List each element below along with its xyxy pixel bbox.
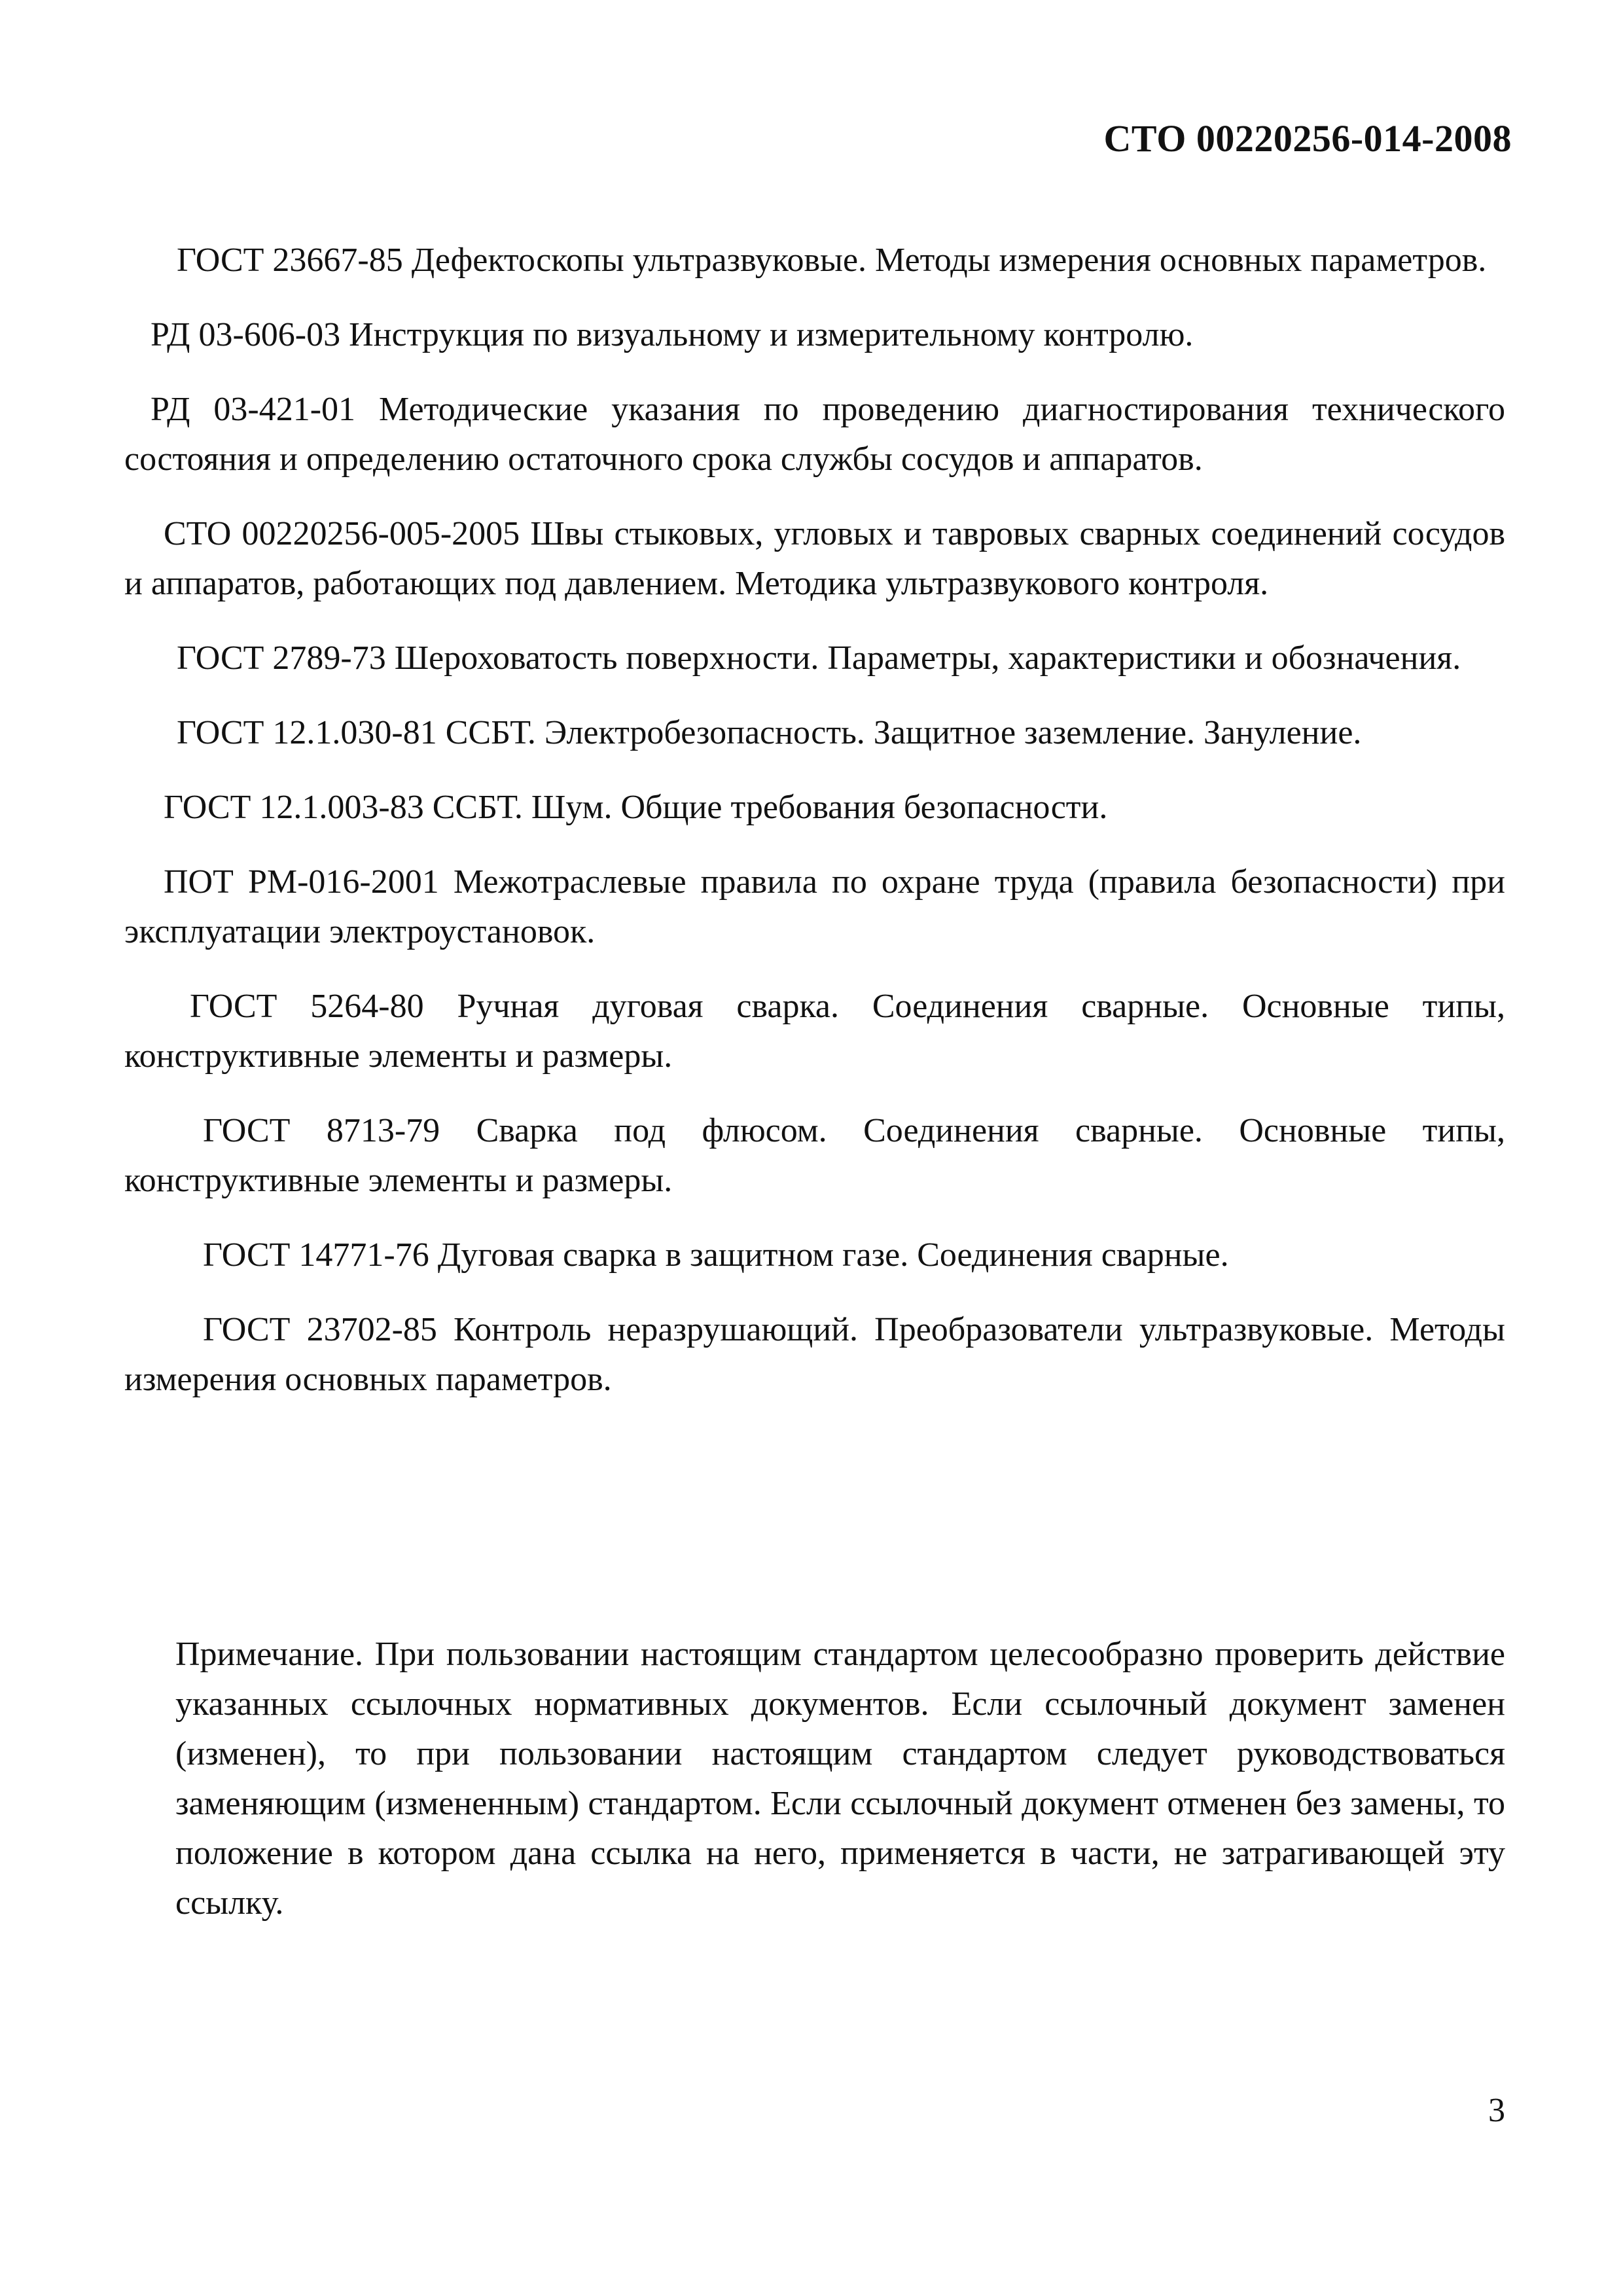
reference-item: ГОСТ 12.1.030-81 ССБТ. Электробезопасность. Защитное заземление. Зануление. — [177, 714, 1362, 751]
note-paragraph: Примечание. При пользовании настоящим стандартом целесообразно проверить действие указанных ссылочных нормативных документов. Если ссылочный документ заменен (изменен), то при пользовании настоящим стандартом следует руководствоваться заменяющим (измененным) стандартом. Если ссылочный документ отменен без замены, то положение в котором дана ссылка на него, применяется в части, не затрагивающей эту ссылку. — [175, 1636, 1505, 1922]
reference-item: РД 03-421-01 Методические указания по проведению диагностирования технического состояния и определению остаточного срока службы сосудов и аппаратов. — [124, 391, 1505, 478]
reference-item: ПОТ РМ-016-2001 Межотраслевые правила по охране труда (правила безопасности) при эксплуатации электроустановок. — [124, 863, 1505, 950]
reference-item: СТО 00220256-005-2005 Швы стыковых, угловых и тавровых сварных соединений сосудов и аппаратов, работающих под давлением. Методика ультразвукового контроля. — [124, 515, 1505, 602]
reference-item: РД 03-606-03 Инструкция по визуальному и измерительному контролю. — [151, 316, 1194, 353]
reference-item: ГОСТ 12.1.003-83 ССБТ. Шум. Общие требования безопасности. — [164, 789, 1108, 826]
reference-item: ГОСТ 8713-79 Сварка под флюсом. Соединения сварные. Основные типы, конструктивные элементы и размеры. — [124, 1112, 1505, 1199]
page-number: 3 — [1488, 2092, 1505, 2129]
reference-item: ГОСТ 2789-73 Шероховатость поверхности. Параметры, характеристики и обозначения. — [177, 639, 1461, 677]
document-code-header: СТО 00220256-014-2008 — [1103, 117, 1512, 160]
reference-item: ГОСТ 14771-76 Дуговая сварка в защитном газе. Соединения сварные. — [203, 1236, 1229, 1274]
reference-item: ГОСТ 5264-80 Ручная дуговая сварка. Соединения сварные. Основные типы, конструктивные элементы и размеры. — [124, 988, 1505, 1075]
reference-item: ГОСТ 23667-85 Дефектоскопы ультразвуковые. Методы измерения основных параметров. — [177, 242, 1487, 279]
normative-references-list — [124, 236, 1505, 1429]
reference-item: ГОСТ 23702-85 Контроль неразрушающий. Преобразователи ультразвуковые. Методы измерения основных параметров. — [124, 1311, 1505, 1398]
